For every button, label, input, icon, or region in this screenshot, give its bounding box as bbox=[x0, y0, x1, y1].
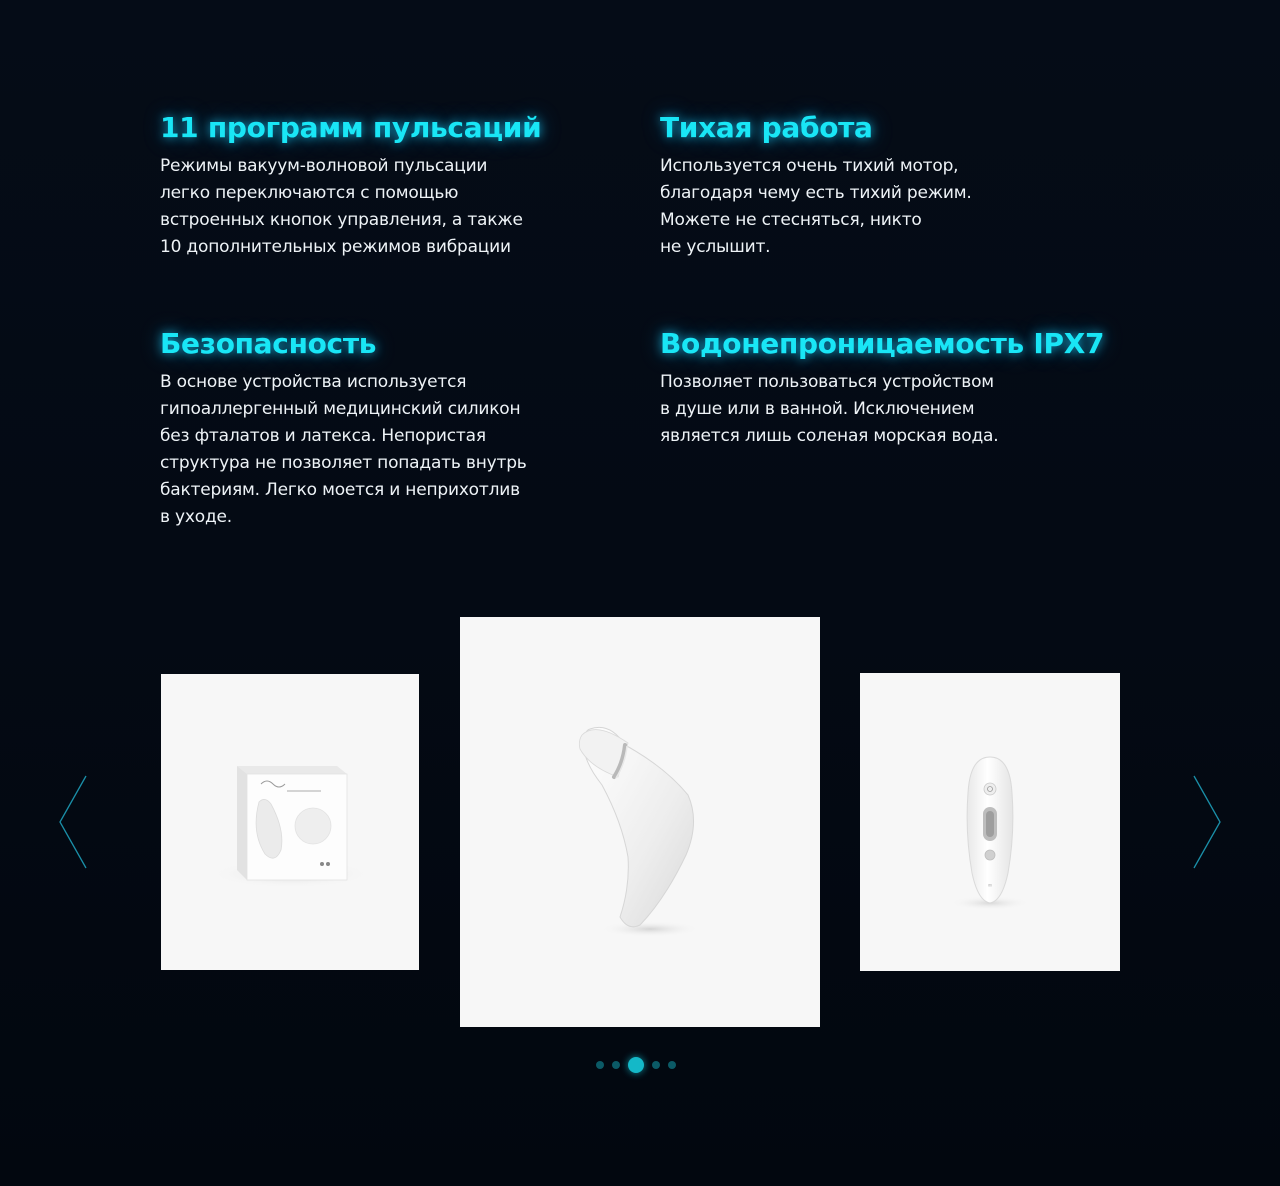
product-box-image bbox=[161, 674, 419, 970]
pagination-dot[interactable] bbox=[668, 1061, 676, 1069]
chevron-left-icon bbox=[56, 772, 90, 872]
feature-title: 11 программ пульсаций bbox=[160, 111, 542, 144]
carousel-slide-product-side[interactable] bbox=[460, 617, 820, 1027]
feature-title: Водонепроницаемость IPX7 bbox=[660, 327, 1105, 360]
carousel-next-button[interactable] bbox=[1190, 772, 1224, 872]
carousel-slide-product-box[interactable] bbox=[161, 674, 419, 970]
feature-description: В основе устройства используется гипоаллергенный медицинский силикон без фталатов и латекса. Непористая структура не позволяет попадать внутрь бактериям. Легко моется и неприхотлив в уходе. bbox=[160, 372, 527, 527]
svg-text:∞: ∞ bbox=[987, 882, 993, 889]
feature-description: Используется очень тихий мотор, благодаря чему есть тихий режим. Можете не стесняться, никто не услышит. bbox=[660, 156, 972, 257]
feature-description: Позволяет пользоваться устройством в душе или в ванной. Исключением является лишь соленая морская вода. bbox=[660, 372, 999, 446]
carousel-prev-button[interactable] bbox=[56, 772, 90, 872]
feature-waterproof bbox=[660, 327, 1130, 450]
feature-quiet-operation bbox=[660, 111, 1130, 261]
pagination-dot[interactable] bbox=[596, 1061, 604, 1069]
feature-pulsation-programs bbox=[160, 111, 630, 261]
carousel-pagination bbox=[596, 1055, 686, 1075]
pagination-dot[interactable] bbox=[652, 1061, 660, 1069]
product-side-image bbox=[460, 617, 820, 1027]
feature-safety bbox=[160, 327, 630, 531]
pagination-dot-active[interactable] bbox=[628, 1057, 644, 1073]
pagination-dot[interactable] bbox=[612, 1061, 620, 1069]
product-front-image bbox=[860, 673, 1120, 971]
feature-title: Безопасность bbox=[160, 327, 377, 360]
carousel-slide-product-front[interactable] bbox=[860, 673, 1120, 971]
feature-description: Режимы вакуум-волновой пульсации легко переключаются с помощью встроенных кнопок управления, а также 10 дополнительных режимов вибрации bbox=[160, 156, 523, 257]
chevron-right-icon bbox=[1190, 772, 1224, 872]
feature-title: Тихая работа bbox=[660, 111, 873, 144]
